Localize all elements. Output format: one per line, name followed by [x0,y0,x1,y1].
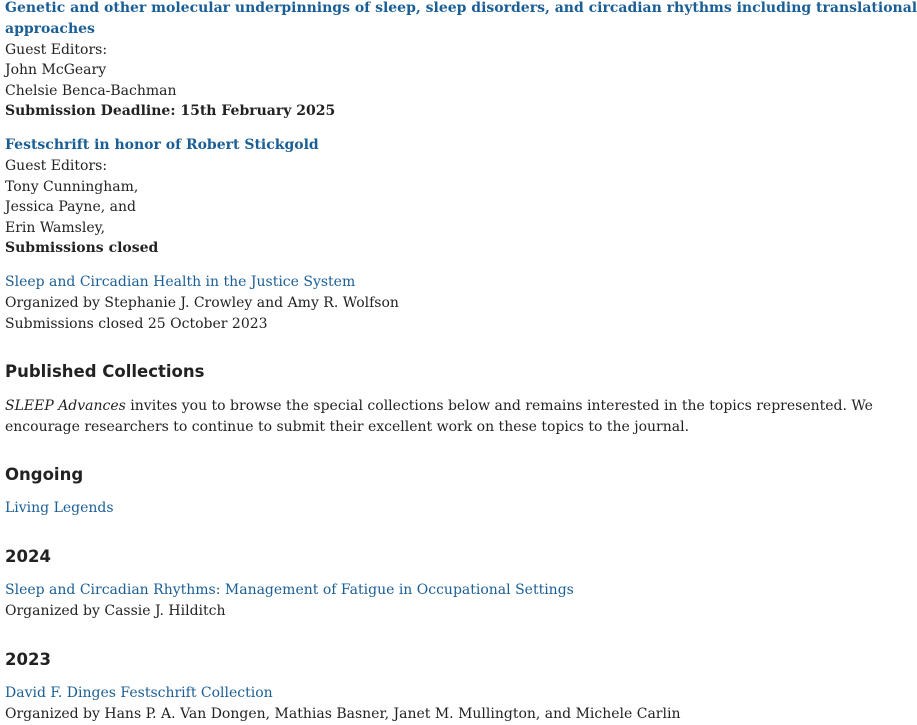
ongoing-heading: Ongoing [5,465,84,484]
editor-name: Chelsie Benca-Bachman [5,83,177,99]
guest-editors-label: Guest Editors: [5,42,108,58]
published-collections-heading: Published Collections [5,362,205,381]
collection-link-fatigue[interactable]: Sleep and Circadian Rhythms: Management of Fatigue in Occupational Settings [5,582,574,598]
year-2024-heading: 2024 [5,547,51,566]
collection-link-dinges[interactable]: David F. Dinges Festschrift Collection [5,685,273,701]
collection-link-justice[interactable]: Sleep and Circadian Health in the Justice System [5,274,356,290]
editor-name: Erin Wamsley, [5,220,106,236]
editor-name: Jessica Payne, and [5,199,136,215]
collection-link-genetic[interactable]: Genetic and other molecular underpinnings of sleep, sleep disorders, and circadian rhythms including translational [5,0,917,16]
journal-name: SLEEP Advances [5,398,126,414]
guest-editors-label: Guest Editors: [5,158,108,174]
year-2023-heading: 2023 [5,650,51,669]
organized-by: Organized by Stephanie J. Crowley and Amy R. Wolfson [5,295,399,311]
organized-by: Organized by Cassie J. Hilditch [5,603,226,619]
intro-paragraph-line1 [5,396,873,416]
collection-link-living-legends[interactable]: Living Legends [5,500,114,516]
editor-name: John McGeary [5,62,107,78]
organized-by: Organized by Hans P. A. Van Dongen, Mathias Basner, Janet M. Mullington, and Michele Carlin [5,706,681,722]
intro-paragraph-line2: encourage researchers to continue to submit their excellent work on these topics to the journal. [5,419,690,435]
submission-status: Submissions closed 25 October 2023 [5,316,268,332]
collection-link-genetic-cont[interactable]: approaches [5,21,95,37]
intro-text: invites you to browse the special collections below and remains interested in the topics represented. We [125,398,873,414]
editor-name: Tony Cunningham, [5,179,139,195]
submission-deadline: Submission Deadline: 15th February 2025 [5,103,336,119]
submission-status: Submissions closed [5,240,159,256]
collection-link-stickgold[interactable]: Festschrift in honor of Robert Stickgold [5,137,319,153]
